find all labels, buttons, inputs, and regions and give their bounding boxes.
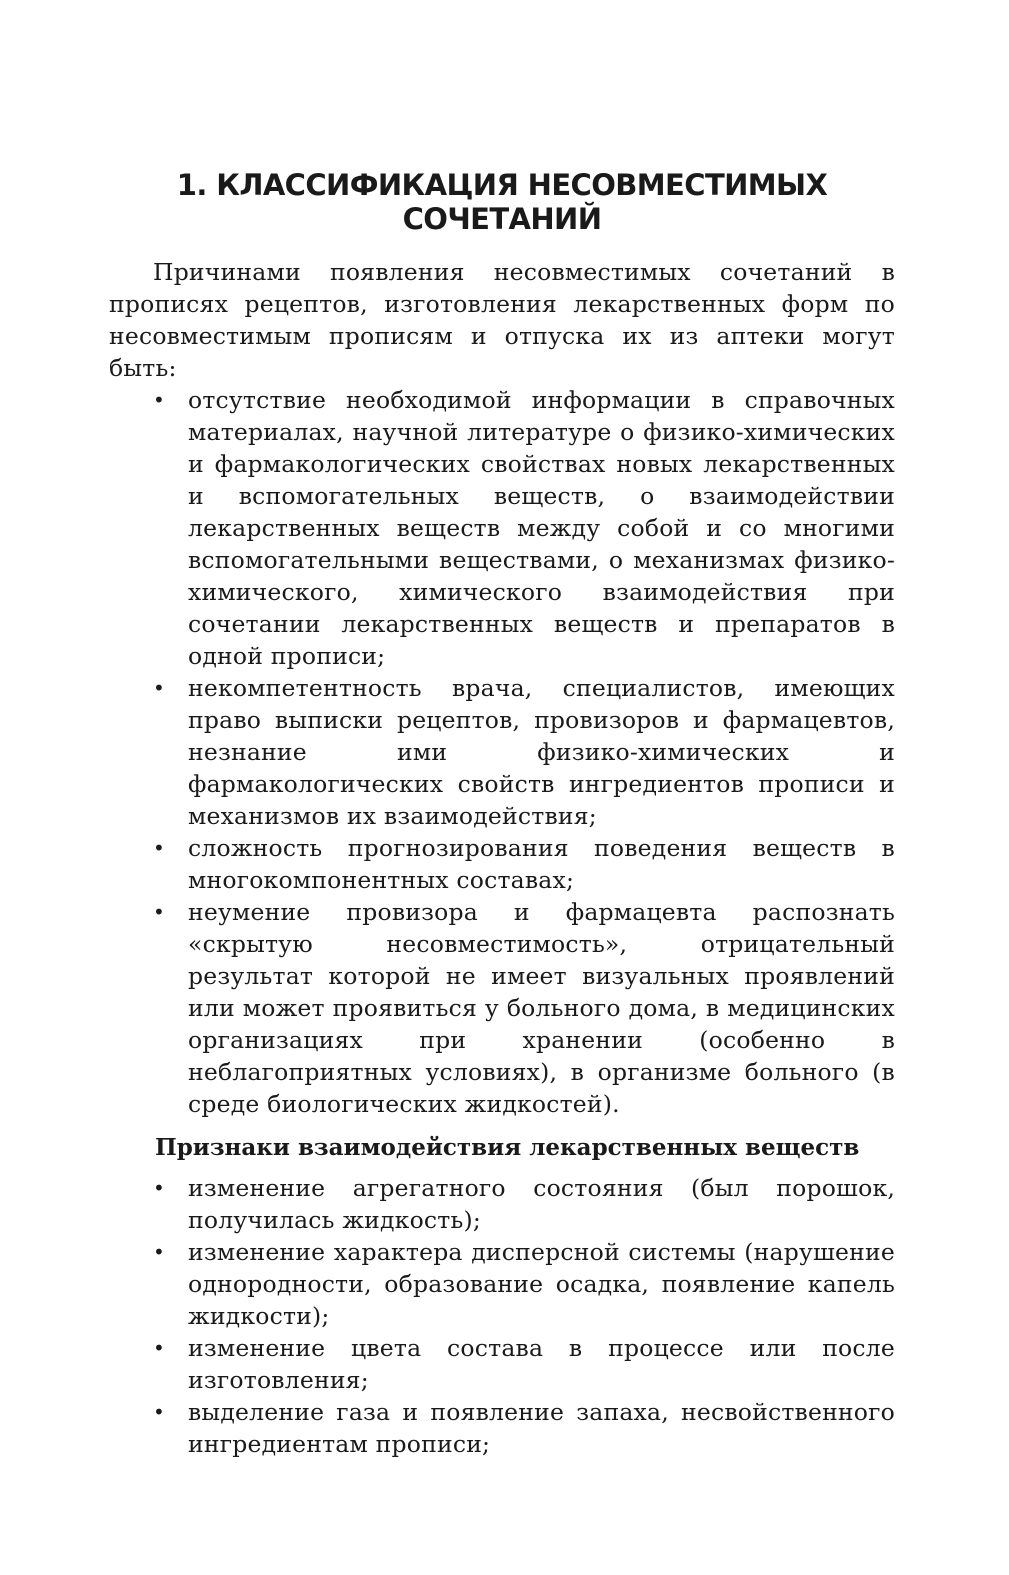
section-heading: Признаки взаимодействия лекарственных веществ bbox=[155, 1134, 860, 1161]
document-page bbox=[109, 168, 895, 1460]
list-item-text: сложность прогнозирования поведения веществ в многокомпонентных составах; bbox=[188, 834, 895, 894]
list-item-text: неумение провизора и фармацевта распознать «скрытую несовместимость», отрицательный результат которой не имеет визуальных проявлений или может проявиться у больного дома, в медицинских организациях при хранении (особенно в неблагоприятных условиях), в организме больного (в среде биологических жидкостей). bbox=[188, 898, 895, 1118]
bullet-icon: • bbox=[153, 1336, 165, 1360]
list-item-text: отсутствие необходимой информации в справочных материалах, научной литературе о физико-химических и фармакологических свойствах новых лекарственных и вспомогательных веществ, о взаимодействии лекарственных веществ между собой и со многими вспомогательными веществами, о механизмах физико-химического, химического взаимодействия при сочетании лекарственных веществ и препаратов в одной прописи; bbox=[188, 386, 895, 670]
causes-list bbox=[109, 384, 895, 1120]
body-text bbox=[109, 256, 895, 1460]
list-item bbox=[109, 1396, 895, 1460]
list-item bbox=[109, 1236, 895, 1332]
list-item-text: некомпетентность врача, специалистов, имеющих право выписки рецептов, провизоров и фармацевтов, незнание ими физико-химических и фармакологических свойств ингредиентов прописи и механизмов их взаимодействия; bbox=[188, 674, 895, 830]
list-item-text: изменение цвета состава в процессе или после изготовления; bbox=[188, 1334, 895, 1394]
signs-list bbox=[109, 1172, 895, 1460]
bullet-icon: • bbox=[153, 1400, 165, 1424]
bullet-icon: • bbox=[153, 900, 165, 924]
list-item bbox=[109, 1332, 895, 1396]
bullet-icon: • bbox=[153, 676, 165, 700]
chapter-title-line-1: 1. КЛАССИФИКАЦИЯ НЕСОВМЕСТИМЫХ bbox=[176, 168, 828, 202]
chapter-title-line-2: СОЧЕТАНИЙ bbox=[402, 202, 602, 236]
list-item-text: изменение агрегатного состояния (был порошок, получилась жидкость); bbox=[188, 1174, 895, 1234]
list-item bbox=[109, 832, 895, 896]
bullet-icon: • bbox=[153, 1176, 165, 1200]
bullet-icon: • bbox=[153, 1240, 165, 1264]
list-item bbox=[109, 896, 895, 1120]
chapter-title bbox=[109, 168, 895, 236]
list-item-text: изменение характера дисперсной системы (нарушение однородности, образование осадка, появление капель жидкости); bbox=[188, 1238, 895, 1330]
list-item bbox=[109, 384, 895, 672]
list-item bbox=[109, 1172, 895, 1236]
list-item bbox=[109, 672, 895, 832]
bullet-icon: • bbox=[153, 388, 165, 412]
bullet-icon: • bbox=[153, 836, 165, 860]
intro-paragraph: Причинами появления несовместимых сочетаний в прописях рецептов, изготовления лекарственных форм по несовместимым прописям и отпуска их из аптеки могут быть: bbox=[109, 258, 895, 382]
list-item-text: выделение газа и появление запаха, несвойственного ингредиентам прописи; bbox=[188, 1398, 895, 1458]
